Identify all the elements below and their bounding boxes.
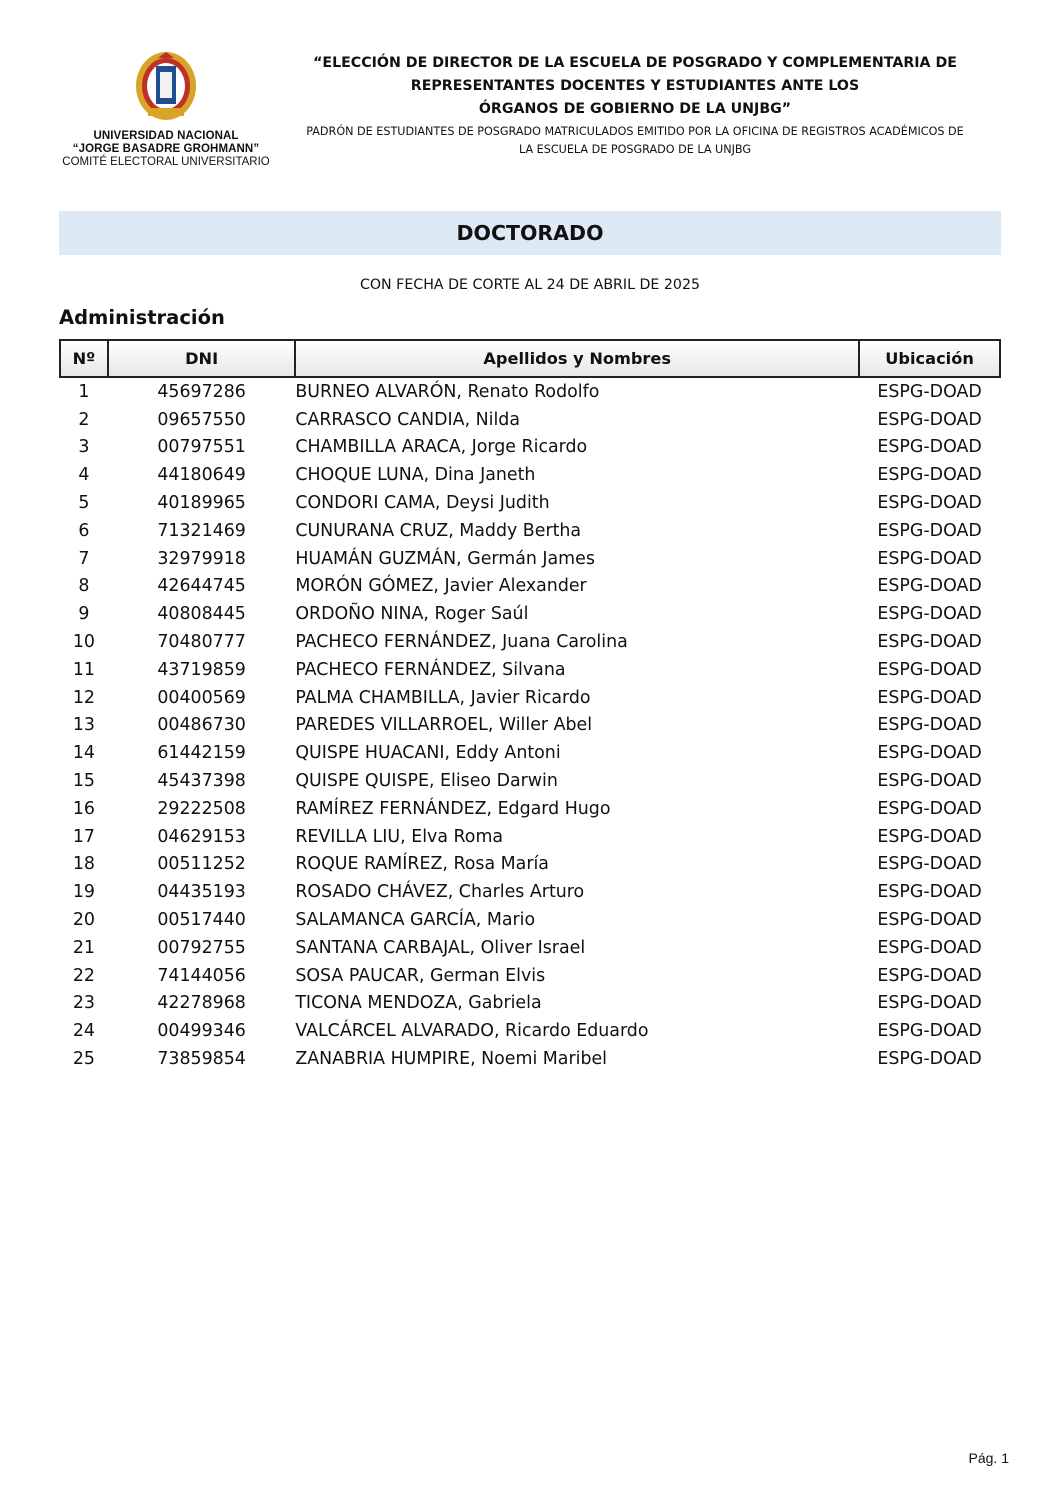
row-number: 2 [78,409,90,430]
row-location: ESPG-DOAD [877,687,982,708]
row-number: 16 [72,798,95,819]
student-roster-table [59,339,1001,1073]
row-location: ESPG-DOAD [877,604,982,625]
row-full-name: CONDORI CAMA, Deysi Judith [295,493,550,514]
row-location: ESPG-DOAD [877,381,982,402]
row-location: ESPG-DOAD [877,743,982,764]
row-number: 25 [72,1049,95,1070]
table-row [60,934,1000,962]
row-dni: 00400569 [157,687,246,708]
row-full-name: SOSA PAUCAR, German Elvis [295,965,546,986]
table-row [60,406,1000,434]
table-row [60,767,1000,795]
institution-block [58,50,274,169]
row-full-name: TICONA MENDOZA, Gabriela [295,993,542,1014]
row-full-name: VALCÁRCEL ALVARADO, Ricardo Eduardo [295,1021,649,1042]
row-location: ESPG-DOAD [877,826,982,847]
row-number: 14 [72,743,95,764]
row-full-name: SANTANA CARBAJAL, Oliver Israel [295,937,586,958]
row-location: ESPG-DOAD [877,854,982,875]
row-full-name: CHAMBILLA ARACA, Jorge Ricardo [295,437,588,458]
row-number: 24 [72,1021,95,1042]
row-location: ESPG-DOAD [877,520,982,541]
table-header-row [60,340,1000,377]
row-number: 5 [78,493,90,514]
row-full-name: RAMÍREZ FERNÁNDEZ, Edgard Hugo [295,798,611,819]
table-row [60,823,1000,851]
row-number: 18 [72,854,95,875]
cut-date: CON FECHA DE CORTE AL 24 DE ABRIL DE 2025 [359,277,701,293]
table-row [60,851,1000,879]
row-location: ESPG-DOAD [877,493,982,514]
row-dni: 04629153 [157,826,246,847]
table-row [60,684,1000,712]
row-number: 13 [72,715,95,736]
row-location: ESPG-DOAD [877,965,982,986]
row-location: ESPG-DOAD [877,437,982,458]
row-dni: 40189965 [157,493,246,514]
row-location: ESPG-DOAD [877,548,982,569]
row-location: ESPG-DOAD [877,659,982,680]
row-full-name: PAREDES VILLARROEL, Willer Abel [295,715,593,736]
row-dni: 00517440 [157,910,246,931]
program-title: DOCTORADO [456,221,604,245]
row-full-name: CUNURANA CRUZ, Maddy Bertha [295,520,582,541]
row-full-name: CHOQUE LUNA, Dina Janeth [295,465,536,486]
row-location: ESPG-DOAD [877,993,982,1014]
row-full-name: PACHECO FERNÁNDEZ, Silvana [295,659,566,680]
row-dni: 71321469 [157,520,246,541]
university-crest-icon [134,50,198,124]
row-number: 20 [72,910,95,931]
row-number: 22 [72,965,95,986]
row-full-name: REVILLA LIU, Elva Roma [295,826,504,847]
row-location: ESPG-DOAD [877,465,982,486]
table-row [60,990,1000,1018]
row-full-name: ORDOÑO NINA, Roger Saúl [295,604,529,625]
row-dni: 70480777 [157,632,246,653]
row-dni: 73859854 [157,1049,246,1070]
table-row [60,461,1000,489]
row-dni: 45697286 [157,381,246,402]
table-row [60,1045,1000,1073]
row-number: 10 [72,632,95,653]
table-row [60,906,1000,934]
row-number: 7 [78,548,90,569]
table-row [60,377,1000,406]
row-dni: 61442159 [157,743,246,764]
row-location: ESPG-DOAD [877,910,982,931]
table-row [60,656,1000,684]
program-band [59,211,1001,255]
subtitle-line2: LA ESCUELA DE POSGRADO DE LA UNJBG [518,143,752,156]
row-dni: 40808445 [157,604,246,625]
table-row [60,545,1000,573]
title-line2: REPRESENTANTES DOCENTES Y ESTUDIANTES ANTE LOS [410,78,860,94]
row-full-name: CARRASCO CANDIA, Nilda [295,409,520,430]
row-dni: 42278968 [157,993,246,1014]
table-row [60,573,1000,601]
row-location: ESPG-DOAD [877,409,982,430]
document-title [300,52,970,121]
header-dni: DNI [108,340,295,377]
row-full-name: HUAMÁN GUZMÁN, Germán James [295,548,595,569]
row-location: ESPG-DOAD [877,1021,982,1042]
row-location: ESPG-DOAD [877,632,982,653]
table-row [60,878,1000,906]
table-row [60,962,1000,990]
row-full-name: BURNEO ALVARÓN, Renato Rodolfo [295,381,600,402]
row-dni: 00511252 [157,854,246,875]
page-number: Pág. 1 [968,1450,1009,1466]
university-name-line1: UNIVERSIDAD NACIONAL [93,130,239,142]
row-number: 17 [72,826,95,847]
row-location: ESPG-DOAD [877,715,982,736]
row-number: 21 [72,937,95,958]
row-dni: 09657550 [157,409,246,430]
row-dni: 00792755 [157,937,246,958]
header-number: Nº [60,340,108,377]
university-name-line2: “JORGE BASADRE GROHMANN” [72,143,260,155]
row-dni: 29222508 [157,798,246,819]
row-location: ESPG-DOAD [877,576,982,597]
row-dni: 04435193 [157,882,246,903]
row-full-name: ZANABRIA HUMPIRE, Noemi Maribel [295,1049,608,1070]
table-row [60,1017,1000,1045]
row-dni: 00486730 [157,715,246,736]
row-number: 4 [78,465,90,486]
row-full-name: ROQUE RAMÍREZ, Rosa María [295,854,549,875]
row-location: ESPG-DOAD [877,937,982,958]
row-number: 23 [72,993,95,1014]
row-full-name: ROSADO CHÁVEZ, Charles Arturo [295,882,585,903]
row-number: 12 [72,687,95,708]
table-row [60,489,1000,517]
row-full-name: QUISPE QUISPE, Eliseo Darwin [295,771,558,792]
row-number: 3 [78,437,90,458]
row-full-name: PACHECO FERNÁNDEZ, Juana Carolina [295,632,628,653]
row-dni: 00499346 [157,1021,246,1042]
table-row [60,600,1000,628]
row-full-name: QUISPE HUACANI, Eddy Antoni [295,743,561,764]
row-dni: 32979918 [157,548,246,569]
row-number: 11 [72,659,95,680]
header-names: Apellidos y Nombres [295,340,859,377]
row-location: ESPG-DOAD [877,882,982,903]
row-number: 8 [78,576,90,597]
subtitle-line1: PADRÓN DE ESTUDIANTES DE POSGRADO MATRICULADOS EMITIDO POR LA OFICINA DE REGISTROS ACADÉMICOS DE [306,125,964,138]
row-full-name: MORÓN GÓMEZ, Javier Alexander [295,576,587,597]
row-full-name: SALAMANCA GARCÍA, Mario [295,910,536,931]
table-row [60,517,1000,545]
row-number: 1 [78,381,90,402]
title-line3: ÓRGANOS DE GOBIERNO DE LA UNJBG” [478,101,792,117]
row-dni: 42644745 [157,576,246,597]
row-dni: 45437398 [157,771,246,792]
table-row [60,628,1000,656]
header-location: Ubicación [859,340,1000,377]
row-location: ESPG-DOAD [877,771,982,792]
row-dni: 00797551 [157,437,246,458]
document-subtitle [275,123,995,159]
section-title: Administración [59,306,225,329]
row-location: ESPG-DOAD [877,1049,982,1070]
table-row [60,434,1000,462]
table-row [60,739,1000,767]
row-number: 19 [72,882,95,903]
table-body [60,377,1000,1073]
row-dni: 74144056 [157,965,246,986]
row-number: 6 [78,520,90,541]
table-row [60,795,1000,823]
row-dni: 44180649 [157,465,246,486]
row-number: 9 [78,604,90,625]
committee-name: COMITÉ ELECTORAL UNIVERSITARIO [62,156,270,168]
title-line1: “ELECCIÓN DE DIRECTOR DE LA ESCUELA DE POSGRADO Y COMPLEMENTARIA DE [313,55,957,71]
row-location: ESPG-DOAD [877,798,982,819]
row-full-name: PALMA CHAMBILLA, Javier Ricardo [295,687,591,708]
table-row [60,712,1000,740]
row-dni: 43719859 [157,659,246,680]
row-number: 15 [72,771,95,792]
